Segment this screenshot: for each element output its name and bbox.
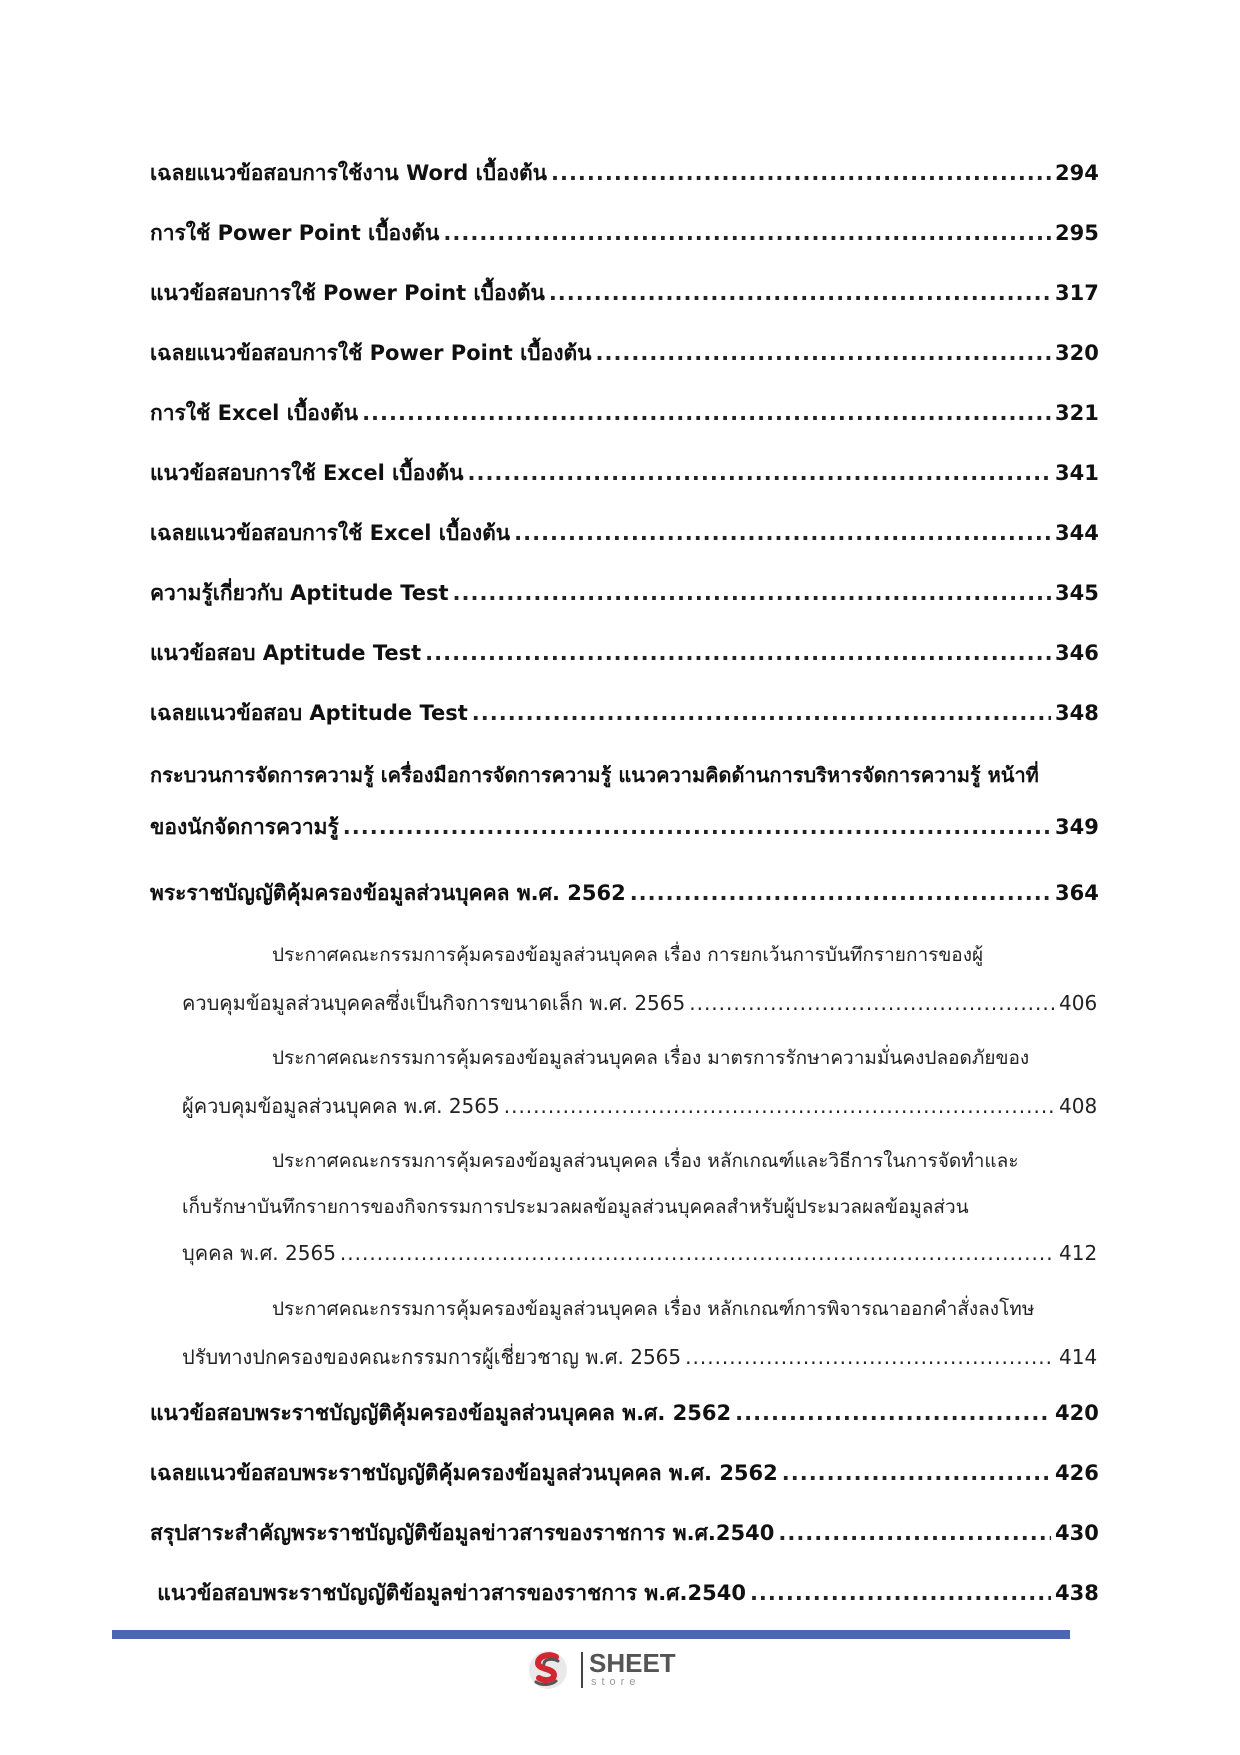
toc-entry-title: แนวข้อสอบ Aptitude Test (150, 641, 422, 665)
toc-entry-page: 294 (1055, 161, 1099, 185)
logo-separator (581, 1652, 583, 1688)
toc-entry-page: 346 (1055, 641, 1099, 665)
dot-leader (343, 804, 1051, 850)
toc-entry[interactable] (150, 752, 1099, 850)
toc-entry-title: แนวข้อสอบการใช้ Excel เบื้องต้น (150, 461, 464, 485)
toc-entry-page: 420 (1055, 1401, 1099, 1425)
dot-leader (443, 210, 1051, 256)
dot-leader (453, 570, 1051, 616)
dot-leader (467, 450, 1051, 496)
dot-leader (778, 1510, 1051, 1556)
toc-entry-page: 348 (1055, 701, 1099, 725)
dot-leader (689, 980, 1055, 1026)
toc-entry-title: แนวข้อสอบการใช้ Power Point เบื้องต้น (150, 281, 545, 305)
toc-entry-page: 321 (1055, 401, 1099, 425)
toc-entry-page: 320 (1055, 341, 1099, 365)
dot-leader (549, 270, 1051, 316)
toc-entry-title: ของนักจัดการความรู้ (150, 815, 339, 839)
toc-entry-title-line: ประกาศคณะกรรมการคุ้มครองข้อมูลส่วนบุคคล เรื่อง การยกเว้นการบันทึกรายการของผู้ (272, 944, 984, 966)
sheet-store-logo (527, 1648, 687, 1692)
dot-leader (551, 150, 1051, 196)
toc-entry[interactable] (150, 330, 1099, 376)
toc-entry[interactable] (150, 210, 1099, 256)
toc-entry[interactable] (150, 1390, 1099, 1436)
toc-entry[interactable] (150, 1450, 1099, 1496)
toc-entry[interactable] (150, 690, 1099, 736)
toc-entry[interactable] (150, 570, 1099, 616)
toc-entry-page: 345 (1055, 581, 1099, 605)
toc-entry-page: 341 (1055, 461, 1099, 485)
dot-leader (472, 690, 1051, 736)
footer-divider (112, 1630, 1070, 1639)
toc-entry-title: แนวข้อสอบพระราชบัญญัติคุ้มครองข้อมูลส่วนบุคคล พ.ศ. 2562 (150, 1401, 732, 1425)
dot-leader (630, 870, 1051, 916)
toc-entry-title: เฉลยแนวข้อสอบการใช้ Power Point เบื้องต้น (150, 341, 592, 365)
toc-entry-page: 295 (1055, 221, 1099, 245)
dot-leader (340, 1230, 1055, 1276)
toc-sub-entry[interactable] (150, 1035, 1098, 1129)
logo-subtitle: store (591, 1676, 641, 1688)
toc-entry-title: ปรับทางปกครองของคณะกรรมการผู้เชี่ยวชาญ พ.ศ. 2565 (182, 1345, 682, 1369)
toc-entry[interactable] (150, 630, 1099, 676)
toc-entry-page: 406 (1059, 991, 1098, 1015)
dot-leader (514, 510, 1051, 556)
dot-leader (735, 1390, 1051, 1436)
toc-entry-title: เฉลยแนวข้อสอบ Aptitude Test (150, 701, 468, 725)
toc-entry-title: แนวข้อสอบพระราชบัญญัติข้อมูลข่าวสารของราชการ พ.ศ.2540 (150, 1581, 746, 1605)
sheet-store-s-icon (527, 1648, 569, 1692)
toc-entry-page: 349 (1055, 815, 1099, 839)
toc-entry[interactable] (150, 450, 1099, 496)
toc-entry-title: สรุปสาระสำคัญพระราชบัญญัติข้อมูลข่าวสารของราชการ พ.ศ.2540 (150, 1521, 775, 1545)
dot-leader (425, 630, 1051, 676)
toc-entry-title: เฉลยแนวข้อสอบการใช้ Excel เบื้องต้น (150, 521, 511, 545)
toc-entry-title-line: เก็บรักษาบันทึกรายการของกิจกรรมการประมวลผลข้อมูลส่วนบุคคลสำหรับผู้ประมวลผลข้อมูลส่วน (182, 1196, 969, 1218)
logo-wordmark: SHEET (589, 1648, 676, 1678)
toc-entry[interactable] (150, 1570, 1099, 1616)
toc-entry-page: 426 (1055, 1461, 1099, 1485)
dot-leader (362, 390, 1051, 436)
toc-entry[interactable] (150, 510, 1099, 556)
toc-sub-entry[interactable] (150, 932, 1098, 1026)
toc-entry-title-line: ประกาศคณะกรรมการคุ้มครองข้อมูลส่วนบุคคล เรื่อง มาตรการรักษาความมั่นคงปลอดภัยของ (272, 1047, 1030, 1069)
toc-sub-entry[interactable] (150, 1138, 1098, 1276)
toc-sub-entry[interactable] (150, 1286, 1098, 1380)
dot-leader (750, 1570, 1051, 1616)
toc-entry-title-line: ประกาศคณะกรรมการคุ้มครองข้อมูลส่วนบุคคล เรื่อง หลักเกณฑ์การพิจารณาออกคำสั่งลงโทษ (272, 1298, 1035, 1320)
toc-entry-page: 364 (1055, 881, 1099, 905)
dot-leader (782, 1450, 1051, 1496)
toc-entry-page: 408 (1059, 1094, 1098, 1118)
toc-entry-title: ความรู้เกี่ยวกับ Aptitude Test (150, 581, 449, 605)
dot-leader (504, 1083, 1055, 1129)
dot-leader (685, 1334, 1055, 1380)
toc-entry-page: 438 (1055, 1581, 1099, 1605)
toc-entry[interactable] (150, 270, 1099, 316)
toc-entry-title: ควบคุมข้อมูลส่วนบุคคลซึ่งเป็นกิจการขนาดเล็ก พ.ศ. 2565 (182, 991, 686, 1015)
toc-entry-title: ผู้ควบคุมข้อมูลส่วนบุคคล พ.ศ. 2565 (182, 1094, 500, 1118)
toc-entry-title: พระราชบัญญัติคุ้มครองข้อมูลส่วนบุคคล พ.ศ. 2562 (150, 881, 626, 905)
toc-entry-title: บุคคล พ.ศ. 2565 (182, 1241, 336, 1265)
toc-entry-title: การใช้ Power Point เบื้องต้น (150, 221, 440, 245)
toc-entry-title-line: กระบวนการจัดการความรู้ เครื่องมือการจัดการความรู้ แนวความคิดด้านการบริหารจัดการความรู้ หน้าที่ (150, 763, 1039, 787)
toc-entry-title: เฉลยแนวข้อสอบการใช้งาน Word เบื้องต้น (150, 161, 547, 185)
toc-entry-title: การใช้ Excel เบื้องต้น (150, 401, 359, 425)
toc-entry[interactable] (150, 870, 1099, 916)
toc-entry[interactable] (150, 150, 1099, 196)
toc-entry-title-line: ประกาศคณะกรรมการคุ้มครองข้อมูลส่วนบุคคล เรื่อง หลักเกณฑ์และวิธีการในการจัดทำและ (272, 1150, 1019, 1172)
toc-entry-page: 412 (1059, 1241, 1098, 1265)
toc-entry-page: 414 (1059, 1345, 1098, 1369)
toc-entry[interactable] (150, 1510, 1099, 1556)
toc-entry-page: 317 (1055, 281, 1099, 305)
toc-entry-page: 430 (1055, 1521, 1099, 1545)
toc-entry-title: เฉลยแนวข้อสอบพระราชบัญญัติคุ้มครองข้อมูลส่วนบุคคล พ.ศ. 2562 (150, 1461, 778, 1485)
toc-entry-page: 344 (1055, 521, 1099, 545)
dot-leader (595, 330, 1051, 376)
toc-entry[interactable] (150, 390, 1099, 436)
